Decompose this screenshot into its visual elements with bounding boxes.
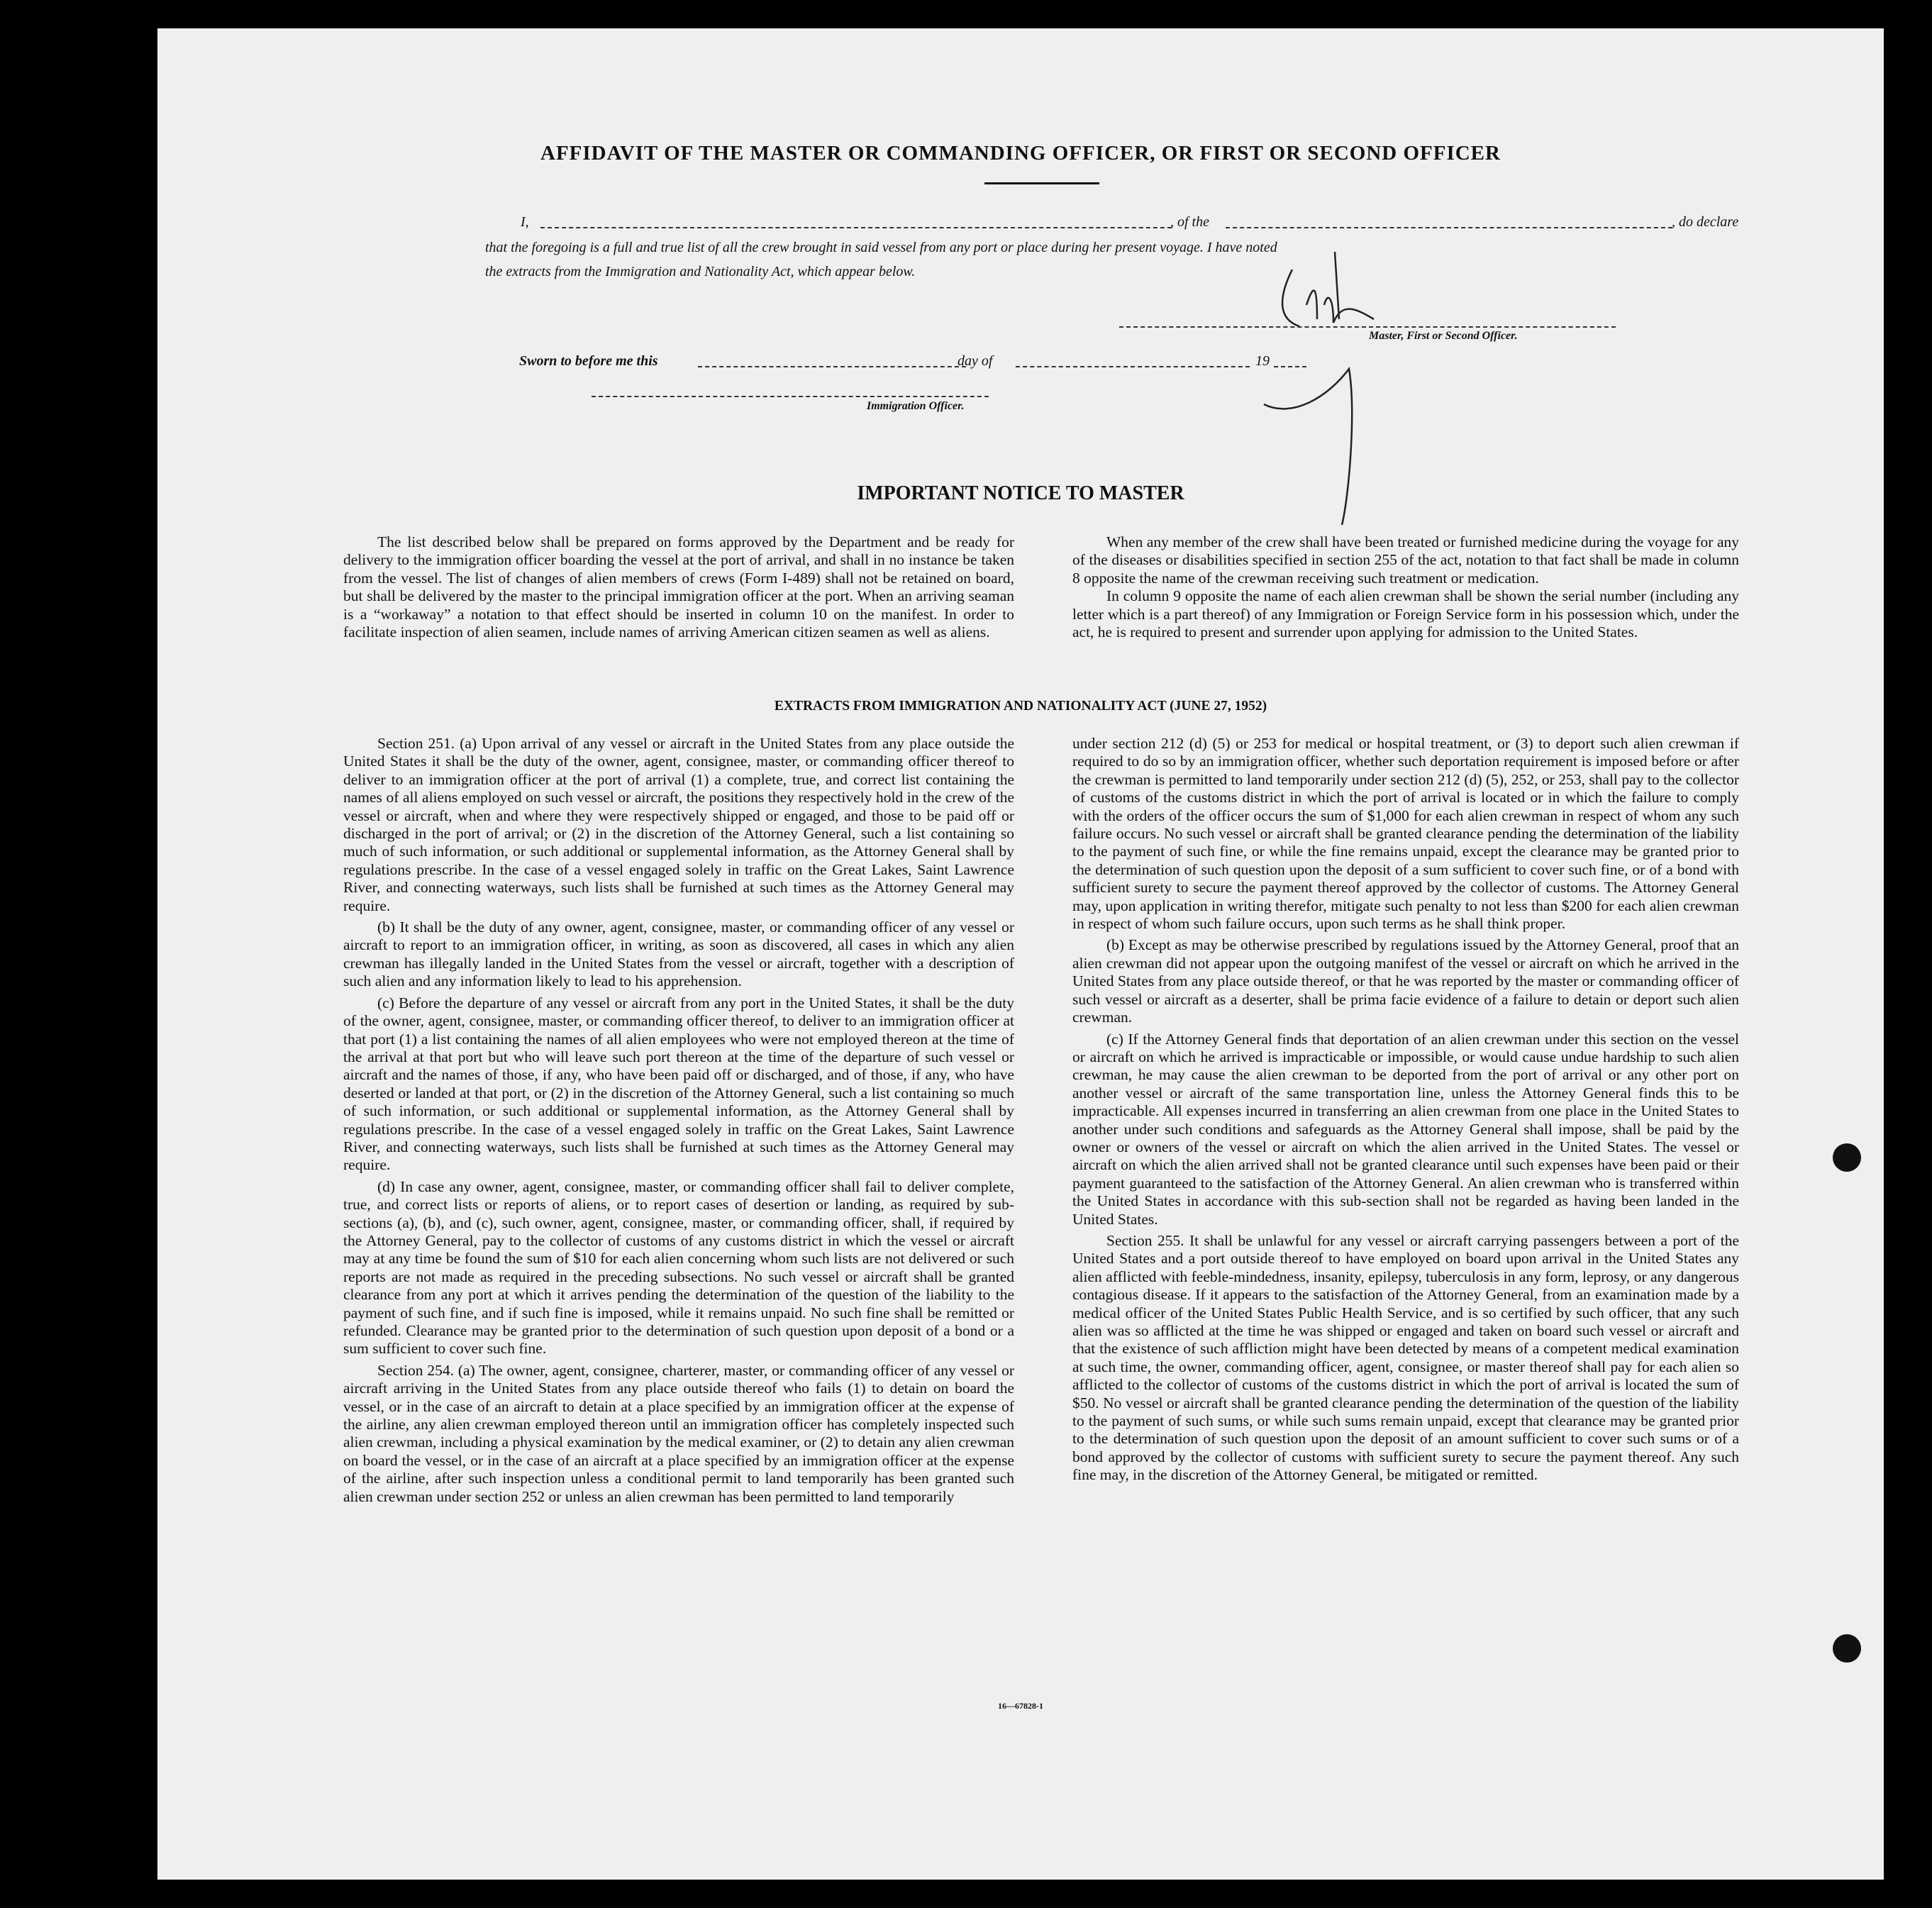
section-254a-continued: under section 212 (d) (5) or 253 for medical or hospital treatment, or (3) to deport such alien crewman if required to do so by an immigration officer, whether such deportation requirement is imposed before or after the crewman is permitted to land temporarily under section 212 (d) (5), 252, or 253, shall pay to the collector of customs of the customs district in which the port of arrival is located or in which the failure to comply with the orders of the officer occurs the sum of $1,000 for each alien crewman in respect of whom any such failure occurs. No such vessel or aircraft shall be granted clearance pending the determination of the liability to the payment of such fine, or while the fine remains unpaid, except the clearance may be granted prior to the determination of such question upon the deposit of a sum sufficient to cover such fine, or of a bond with sufficient surety to secure the payment thereof approved by the collector of customs. The Attorney General may, upon application in writing therefor, mitigate such penalty to not less than $200 for each alien crewman in respect of whom such failure occurs, upon such terms as he shall think proper. <box>1072 735 1739 933</box>
section-251d: (d) In case any owner, agent, consignee, master, or commanding officer shall fail to deliver complete, true, and correct lists or reports of aliens, or to report cases of desertion or landing, as required by sub-sections (a), (b), and (c), such owner, agent, consignee, master, or commanding officer, shall, if required by the Attorney General, pay to the collector of customs of any customs district in which the vessel or aircraft may at any time be found the sum of $10 for each alien concerning whom such lists are not delivered or such reports are not made as required in the preceding subsections. No such vessel or aircraft shall be granted clearance from any port at which it arrives pending the determination of the question of the liability to the payment of such fine, and if such fine is imposed, while it remains unpaid. No such fine shall be remitted or refunded. Clearance may be granted prior to the determination of such question upon deposit of a bond or a sum sufficient to cover such fine. <box>343 1177 1014 1358</box>
officer-signature-field[interactable] <box>592 396 989 397</box>
notice-right-paragraph-1: When any member of the crew shall have been treated or furnished medicine during the voyage for any of the diseases or disabilities specified in section 255 of the act, notation to that fact shall be made in column 8 opposite the name of the crewman receiving such treatment or medication. <box>1072 533 1739 587</box>
section-254c: (c) If the Attorney General finds that deportation of an alien crewman under this section on the vessel or aircraft on which he arrived is impracticable or impossible, or would cause undue hardship to such alien crewman, he may cause the alien crewman to be deported from the port of arrival or any other port on another vessel or aircraft of the same transportation line, unless the Attorney General finds this to be impracticable. All expenses incurred in transferring an alien crewman from one place in the United States to another under such conditions and safeguards as the Attorney General shall impose, shall be paid by the owner or owners of the vessel or aircraft on which the alien arrived in the United States. The vessel or aircraft on which the alien arrived shall not be granted clearance until such expenses have been paid or their payment guaranteed to the satisfaction of the Attorney General. An alien crewman who is transferred within the United States in accordance with this sub-section shall not be regarded as having been landed in the United States. <box>1072 1030 1739 1228</box>
section-251c: (c) Before the departure of any vessel or aircraft from any port in the United States, it shall be the duty of the owner, agent, consignee, master, or commanding officer thereof, to deliver to an immigration officer at that port (1) a list containing the names of all alien employees who were not employed thereon at the time of the arrival at that port but who will leave such port thereon at the time of the departure of such vessel or aircraft and the names of those, if any, who have been paid off or discharged, and of those, if any, who have deserted or landed at that port, or (2) in the discretion of the Attorney General, such a list containing so much of such information, or such additional or supplemental information, as the Attorney General shall by regulations prescribe. In the case of a vessel engaged solely in traffic on the Great Lakes, Saint Lawrence River, and connecting waterways, such lists shall be furnished at such times as the Attorney General may require. <box>343 994 1014 1174</box>
title-underline <box>984 182 1099 184</box>
section-254b: (b) Except as may be otherwise prescribed by regulations issued by the Attorney General, proof that an alien crewman did not appear upon the outgoing manifest of the vessel or aircraft on which he arrived in the United States from any place outside thereof, or that he was reported by the master or commanding officer of such vessel or aircraft as a deserter, shall be prima facie evidence of a failure to detain or deport such alien crewman. <box>1072 936 1739 1026</box>
sworn-year-field[interactable] <box>1274 366 1306 367</box>
vessel-field[interactable] <box>1226 227 1672 228</box>
sworn-label: Sworn to before me this <box>519 353 658 369</box>
declaration-statement-line2: the extracts from the Immigration and Nationality Act, which appear below. <box>485 264 916 279</box>
officer-caption: Immigration Officer. <box>867 400 965 412</box>
of-the-label: , of the <box>1170 214 1209 230</box>
notice-title: IMPORTANT NOTICE TO MASTER <box>857 482 1184 504</box>
year-label: 19 <box>1255 353 1270 369</box>
punch-hole-upper <box>1833 1143 1861 1172</box>
day-of-label: day of <box>957 353 993 369</box>
section-251b: (b) It shall be the duty of any owner, agent, consignee, master, or commanding officer of any vessel or aircraft to report to an immigration officer, in writing, as soon as discovered, all cases in which any alien crewman has illegally landed in the United States from the vessel or aircraft, together with a description of such alien and any information likely to lead to his apprehension. <box>343 919 1014 990</box>
section-254a: Section 254. (a) The owner, agent, consignee, charterer, master, or commanding officer of any vessel or aircraft arriving in the United States from any place outside thereof who fails (1) to detain on board the vessel, or in the case of an aircraft to detain at a place specified by an immigration officer at the expense of the airline, any alien crewman employed thereon until an immigration officer has completely inspected such alien crewman, including a physical examination by the medical examiner, or (2) to detain any alien crewman on board the vessel, or in the case of an aircraft at a place specified by an immigration officer at the expense of the airline, after such inspection unless a conditional permit to land temporarily has been granted such alien crewman under section 252 or unless an alien crewman has been permitted to land temporarily <box>343 1361 1014 1505</box>
notice-right-paragraph-2: In column 9 opposite the name of each alien crewman shall be shown the serial number (including any letter which is a part thereof) of any Immigration or Foreign Service form in his possession which, under the act, he is required to present and surrender upon applying for admission to the United States. <box>1072 587 1739 641</box>
form-page <box>157 28 1884 1880</box>
master-signature-caption: Master, First or Second Officer. <box>1369 330 1518 342</box>
notice-right-column <box>1072 533 1739 641</box>
i-label: I, <box>521 214 529 230</box>
section-251a: Section 251. (a) Upon arrival of any vessel or aircraft in the United States from any place outside the United States it shall be the duty of the owner, agent, consignee, master, or commanding officer thereof to deliver to an immigration officer at the port of arrival (1) a complete, true, and correct list containing the names of all aliens employed on such vessel or aircraft, the positions they respectively hold in the crew of the vessel or aircraft, when and where they were respectively shipped or engaged, and those to be paid off or discharged in the port of arrival; or (2) in the discretion of the Attorney General, such a list containing so much of such information, or such additional or supplemental information, as the Attorney General shall by regulations prescribe. In the case of a vessel engaged solely in traffic on the Great Lakes, Saint Lawrence River, and connecting waterways, such lists shall be furnished at such times as the Attorney General may require. <box>343 735 1014 914</box>
sworn-day-field[interactable] <box>698 366 966 367</box>
extracts-left-column <box>343 735 1014 1506</box>
notice-left-paragraph: The list described below shall be prepared on forms approved by the Department and be ready for delivery to the immigration officer boarding the vessel at the port of arrival, and shall in no instance be taken from the vessel. The list of changes of alien members of crews (Form I-489) shall not be retained on board, but shall be delivered by the master to the principal immigration officer at the port. When an arriving seaman is a “workaway” a notation to that effect should be inserted in column 10 on the manifest. In order to facilitate inspection of alien seamen, include names of arriving American citizen seamen as well as aliens. <box>343 533 1014 641</box>
name-field[interactable] <box>540 227 1172 228</box>
extracts-title: EXTRACTS FROM IMMIGRATION AND NATIONALITY ACT (JUNE 27, 1952) <box>774 699 1267 714</box>
declaration-statement-line1: that the foregoing is a full and true list of all the crew brought in said vessel from any port or place during her present voyage. I have noted <box>485 240 1277 255</box>
notice-left-column <box>343 533 1014 641</box>
do-declare-label: , do declare <box>1672 214 1739 230</box>
punch-hole-lower <box>1833 1634 1861 1663</box>
affidavit-title: AFFIDAVIT OF THE MASTER OR COMMANDING OFFICER, OR FIRST OR SECOND OFFICER <box>540 142 1501 165</box>
extracts-right-column <box>1072 735 1739 1485</box>
section-255: Section 255. It shall be unlawful for any vessel or aircraft carrying passengers between a port of the United States and a port outside thereof to have employed on board upon arrival in the United States any alien afflicted with feeble-mindedness, insanity, epilepsy, tuberculosis in any form, leprosy, or any dangerous contagious disease. If it appears to the satisfaction of the Attorney General, from an examination made by a medical officer of the United States Public Health Service, and is so certified by such officer, that any such alien was so afflicted at the time he was shipped or engaged and taken on board such vessel or aircraft and that the existence of such affliction might have been detected by means of a competent medical examination at such time, the owner, commanding officer, agent, consignee, or master thereof shall pay for each alien so afflicted to the collector of customs of the customs district in which the port of arrival is located the sum of $50. No vessel or aircraft shall be granted clearance pending the determination of the question of the liability to the payment of such sums, or while such sums remain unpaid, except that clearance may be granted prior to the determination of such question upon the deposit of an amount sufficient to cover such sums or of a bond approved by the collector of customs with sufficient surety to secure the payment thereof. Any such fine may, in the discretion of the Attorney General, be mitigated or remitted. <box>1072 1231 1739 1484</box>
sworn-month-field[interactable] <box>1016 366 1250 367</box>
form-footer-code: 16—67828-1 <box>998 1701 1043 1711</box>
